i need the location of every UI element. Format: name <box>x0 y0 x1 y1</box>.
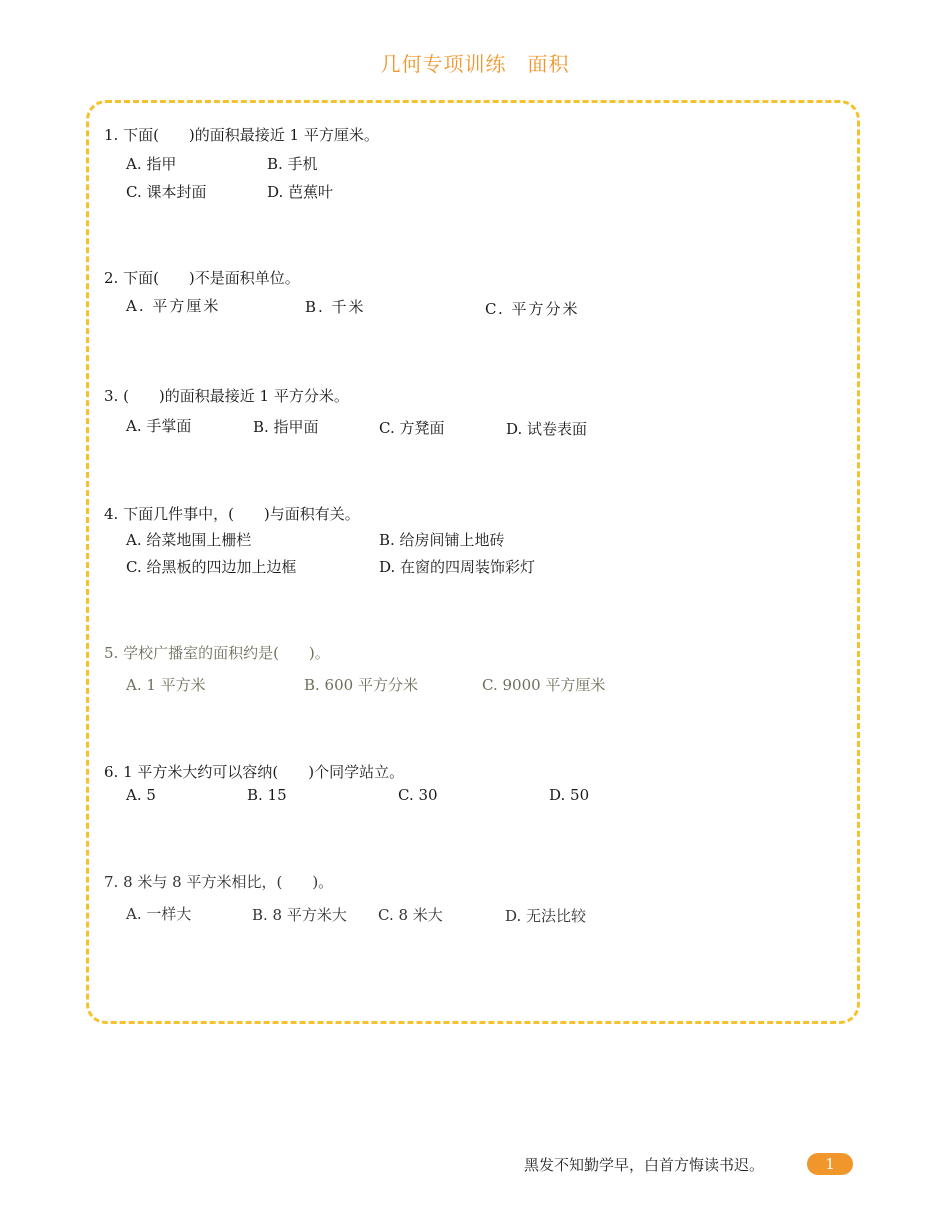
question-7-option-d[interactable]: D. 无法比较 <box>505 907 587 925</box>
question-1-stem: 1. 下面( )的面积最接近 1 平方厘米。 <box>104 126 379 144</box>
footer-motto: 黑发不知勤学早，白首方悔读书迟。 <box>524 1156 765 1174</box>
question-2-option-b[interactable]: B. 千米 <box>305 298 366 316</box>
question-4-option-c[interactable]: C. 给黑板的四边加上边框 <box>126 558 297 576</box>
question-6-option-d[interactable]: D. 50 <box>549 786 590 804</box>
question-1-option-d[interactable]: D. 芭蕉叶 <box>267 183 334 201</box>
question-6-option-c[interactable]: C. 30 <box>398 786 438 804</box>
question-5-option-c[interactable]: C. 9000 平方厘米 <box>482 676 606 694</box>
question-3-option-b[interactable]: B. 指甲面 <box>253 418 319 436</box>
question-4-option-a[interactable]: A. 给菜地围上栅栏 <box>126 531 252 549</box>
question-7-option-b[interactable]: B. 8 平方米大 <box>252 906 347 924</box>
question-4-option-d[interactable]: D. 在窗的四周装饰彩灯 <box>379 558 536 576</box>
question-7-option-a[interactable]: A. 一样大 <box>126 905 192 923</box>
question-7-stem: 7. 8 米与 8 平方米相比，( )。 <box>104 873 334 891</box>
question-1-option-a[interactable]: A. 指甲 <box>126 155 177 173</box>
question-5-option-a[interactable]: A. 1 平方米 <box>126 676 206 694</box>
page-number-badge: 1 <box>807 1153 853 1175</box>
question-6-stem: 6. 1 平方米大约可以容纳( )个同学站立。 <box>104 763 405 781</box>
question-4-option-b[interactable]: B. 给房间铺上地砖 <box>379 531 505 549</box>
question-1-option-c[interactable]: C. 课本封面 <box>126 183 207 201</box>
question-6-option-b[interactable]: B. 15 <box>247 786 287 804</box>
question-3-stem: 3. ( )的面积最接近 1 平方分米。 <box>104 387 349 405</box>
question-2-option-a[interactable]: A. 平方厘米 <box>126 297 221 315</box>
question-2-stem: 2. 下面( )不是面积单位。 <box>104 269 300 287</box>
question-3-option-c[interactable]: C. 方凳面 <box>379 419 445 437</box>
page-title: 几何专项训练 面积 <box>380 52 570 76</box>
question-1-option-b[interactable]: B. 手机 <box>267 155 318 173</box>
question-5-option-b[interactable]: B. 600 平方分米 <box>304 676 418 694</box>
question-5-stem: 5. 学校广播室的面积约是( )。 <box>104 644 330 662</box>
question-3-option-d[interactable]: D. 试卷表面 <box>506 420 588 438</box>
question-7-option-c[interactable]: C. 8 米大 <box>378 906 443 924</box>
question-3-option-a[interactable]: A. 手掌面 <box>126 417 192 435</box>
question-4-stem: 4. 下面几件事中，( )与面积有关。 <box>104 505 360 523</box>
question-2-option-c[interactable]: C. 平方分米 <box>485 300 580 318</box>
question-6-option-a[interactable]: A. 5 <box>126 786 156 804</box>
